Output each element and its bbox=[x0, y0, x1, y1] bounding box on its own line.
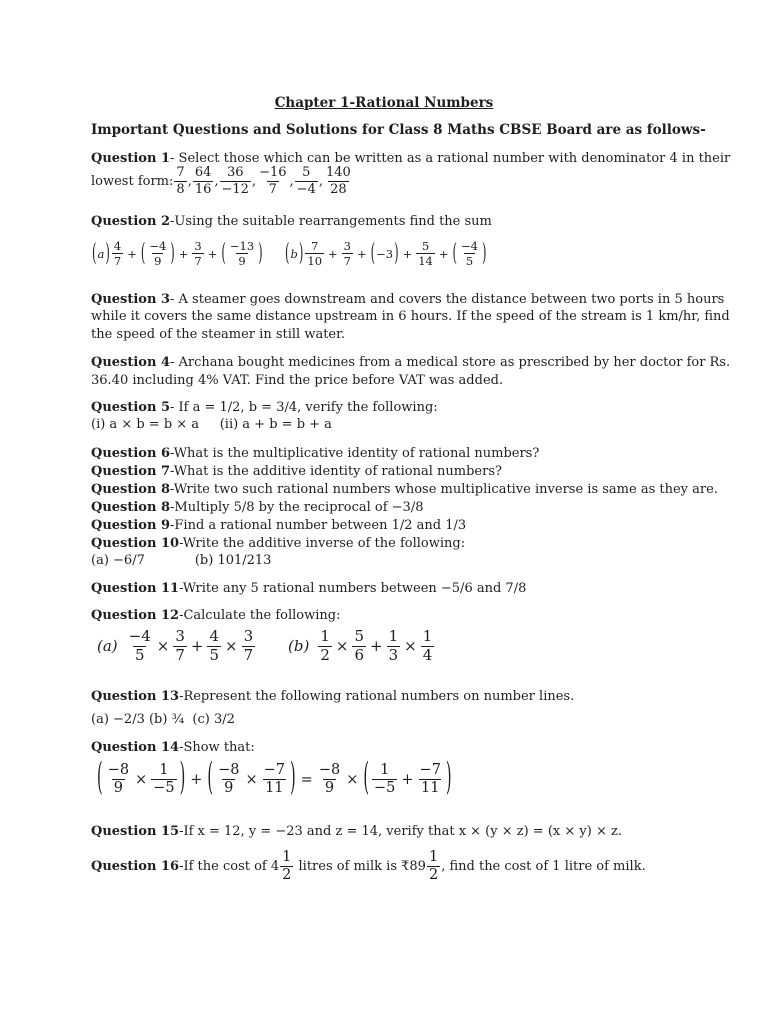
fraction: $\frac{36}{-12}$ bbox=[221, 165, 249, 197]
fraction: $\frac{-7}{11}$ bbox=[263, 762, 285, 797]
question-label: Question 13 bbox=[91, 689, 180, 704]
question-label: Question 15 bbox=[91, 824, 180, 839]
question-3 bbox=[91, 291, 724, 309]
fraction: $\frac{5}{14}$ bbox=[418, 239, 433, 269]
fraction: $\frac{1}{2}$ bbox=[320, 627, 330, 664]
fraction: $\frac{4}{7}$ bbox=[113, 239, 122, 269]
fraction: $\frac{3}{7}$ bbox=[343, 239, 351, 269]
fraction: $\frac{1}{2}$ bbox=[282, 849, 292, 884]
question-label: Question 8 bbox=[91, 500, 171, 515]
fraction: $\frac{1}{-5}$ bbox=[153, 762, 175, 797]
question-2 bbox=[91, 213, 492, 231]
fraction: $\frac{-16}{7}$ bbox=[259, 165, 287, 197]
question-12 bbox=[91, 607, 340, 625]
question-text: - Archana bought medicines from a medical store as prescribed by her doctor for Rs. bbox=[170, 355, 731, 370]
question-14-equation: ( $\frac{-8}{9}$ × $\frac{1}{-5}$ ) + ( $\frac{-8}{9}$ × $\frac{-7}{11}$ ) = $\frac{-8}{9}$ × ( $\frac{1}{-5}$ + $\frac{-7}{11}$ ) bbox=[97, 758, 452, 800]
fraction: $\frac{7}{8}$ bbox=[176, 165, 185, 197]
question-label: Question 4 bbox=[91, 355, 171, 370]
question-text: litres of milk is ₹89 bbox=[294, 859, 426, 875]
fraction: $\frac{-4}{5}$ bbox=[128, 627, 151, 664]
fraction: $\frac{-13}{9}$ bbox=[229, 239, 255, 269]
question-12-expression-b: (b) $\frac{1}{2}$ × $\frac{5}{6}$ + $\frac{1}{3}$ × $\frac{1}{4}$ bbox=[288, 627, 433, 664]
question-text: -Using the suitable rearrangements find the sum bbox=[170, 214, 492, 229]
question-14 bbox=[91, 739, 255, 757]
question-text: , find the cost of 1 litre of milk. bbox=[441, 859, 646, 875]
question-label: Question 3 bbox=[91, 292, 171, 307]
question-13 bbox=[91, 688, 574, 706]
fraction: $\frac{1}{2}$ bbox=[428, 849, 439, 884]
question-3-line-3: the speed of the steamer in still water. bbox=[91, 327, 346, 342]
question-13-options: (a) −2/3 (b) ¾ (c) 3/2 bbox=[91, 712, 235, 727]
fraction: $\frac{-8}{9}$ bbox=[218, 762, 240, 797]
fraction: $\frac{7}{10}$ bbox=[307, 239, 323, 269]
page-title: Chapter 1-Rational Numbers bbox=[274, 95, 494, 111]
question-label: Question 8 bbox=[91, 482, 171, 497]
question-label: Question 9 bbox=[91, 518, 171, 533]
question-10-options bbox=[91, 552, 271, 570]
fraction: $\frac{3}{7}$ bbox=[175, 627, 185, 664]
question-12-expression-a: (a) $\frac{-4}{5}$ × $\frac{3}{7}$ + $\frac{4}{5}$ × $\frac{3}{7}$ bbox=[97, 627, 254, 664]
question-8a bbox=[91, 481, 718, 499]
question-label: Question 7 bbox=[91, 464, 171, 479]
question-text: -Write two such rational numbers whose multiplicative inverse is same as they are. bbox=[170, 482, 718, 497]
question-3-line-2: while it covers the same distance upstream in 6 hours. If the speed of the stream is 1 km/hr, find bbox=[91, 309, 730, 324]
question-15 bbox=[91, 823, 622, 841]
fraction: $\frac{64}{16}$ bbox=[194, 165, 212, 197]
question-9 bbox=[91, 517, 466, 535]
question-text: -Find a rational number between 1/2 and 1/3 bbox=[170, 518, 467, 533]
question-1-fractions: lowest form: $\frac{7}{8}$ , $\frac{64}{16}$ , $\frac{36}{-12}$ , $\frac{-16}{7}$ , $\frac{5}{-4}$ , $\frac{140}{28}$ bbox=[91, 165, 351, 197]
question-7 bbox=[91, 463, 502, 481]
question-10 bbox=[91, 535, 465, 553]
question-text: - Select those which can be written as a rational number with denominator 4 in their bbox=[170, 151, 731, 166]
question-text: -Represent the following rational numbers on number lines. bbox=[179, 689, 575, 704]
fraction: $\frac{-8}{9}$ bbox=[107, 762, 130, 797]
question-text: -Write any 5 rational numbers between −5/6 and 7/8 bbox=[179, 581, 527, 596]
question-16 bbox=[91, 850, 646, 883]
question-text: -What is the multiplicative identity of rational numbers? bbox=[170, 446, 540, 461]
fraction: $\frac{-8}{9}$ bbox=[318, 762, 341, 797]
question-text: -Show that: bbox=[179, 740, 255, 755]
question-11 bbox=[91, 580, 526, 598]
fraction: $\frac{3}{7}$ bbox=[194, 239, 202, 269]
question-text: -What is the additive identity of rational numbers? bbox=[170, 464, 502, 479]
question-8b bbox=[91, 499, 423, 517]
question-label: Question 14 bbox=[91, 740, 180, 755]
question-2-expression-a: ( a ) $\frac{4}{7}$ + ( $\frac{-4}{9}$ ) + $\frac{3}{7}$ + ( $\frac{-13}{9}$ ) bbox=[92, 237, 263, 269]
question-text: -Multiply 5/8 by the reciprocal of −3/8 bbox=[170, 500, 424, 515]
fraction: $\frac{1}{-5}$ bbox=[374, 762, 396, 797]
question-text: - If a = 1/2, b = 3/4, verify the following: bbox=[170, 400, 438, 415]
question-text: lowest form: bbox=[91, 173, 174, 189]
fraction: $\frac{-4}{5}$ bbox=[461, 239, 478, 269]
fraction: $\frac{1}{4}$ bbox=[422, 627, 433, 664]
option-b: (b) 101/213 bbox=[194, 553, 272, 568]
question-5-line-2: (i) a × b = b × a (ii) a + b = b + a bbox=[91, 417, 332, 432]
question-text: -Write the additive inverse of the following: bbox=[179, 536, 466, 551]
question-5 bbox=[91, 399, 438, 417]
fraction: $\frac{1}{3}$ bbox=[388, 627, 399, 664]
option-a: (a) −6/7 bbox=[91, 553, 145, 568]
question-text: - A steamer goes downstream and covers the distance between two ports in 5 hours bbox=[170, 292, 725, 307]
fraction: $\frac{5}{6}$ bbox=[354, 627, 364, 664]
question-label: Question 6 bbox=[91, 446, 171, 461]
fraction: $\frac{4}{5}$ bbox=[209, 627, 220, 664]
question-label: Question 5 bbox=[91, 400, 171, 415]
question-4-line-2: 36.40 including 4% VAT. Find the price before VAT was added. bbox=[91, 373, 504, 388]
question-6 bbox=[91, 445, 539, 463]
fraction: $\frac{-7}{11}$ bbox=[419, 762, 441, 797]
question-label: Question 12 bbox=[91, 608, 180, 623]
question-label: Question 11 bbox=[91, 581, 180, 596]
subtitle: Important Questions and Solutions for Class 8 Maths CBSE Board are as follows- bbox=[91, 122, 706, 138]
question-label: Question 2 bbox=[91, 214, 171, 229]
question-2-expression-b: ( b ) $\frac{7}{10}$ + $\frac{3}{7}$ + ( −3 ) + $\frac{5}{14}$ + ( $\frac{-4}{5}$ ) bbox=[285, 237, 487, 269]
fraction: $\frac{5}{-4}$ bbox=[296, 165, 316, 197]
question-label: Question 16 bbox=[91, 859, 180, 875]
question-label: Question 10 bbox=[91, 536, 180, 551]
question-text: -Calculate the following: bbox=[179, 608, 341, 623]
fraction: $\frac{3}{7}$ bbox=[243, 627, 254, 664]
question-text: -If the cost of 4 bbox=[179, 859, 280, 875]
fraction: $\frac{-4}{9}$ bbox=[149, 239, 167, 269]
question-text: -If x = 12, y = −23 and z = 14, verify that x × (y × z) = (x × y) × z. bbox=[179, 824, 622, 839]
fraction: $\frac{140}{28}$ bbox=[325, 165, 351, 197]
question-4 bbox=[91, 354, 730, 372]
question-label: Question 1 bbox=[91, 151, 171, 166]
